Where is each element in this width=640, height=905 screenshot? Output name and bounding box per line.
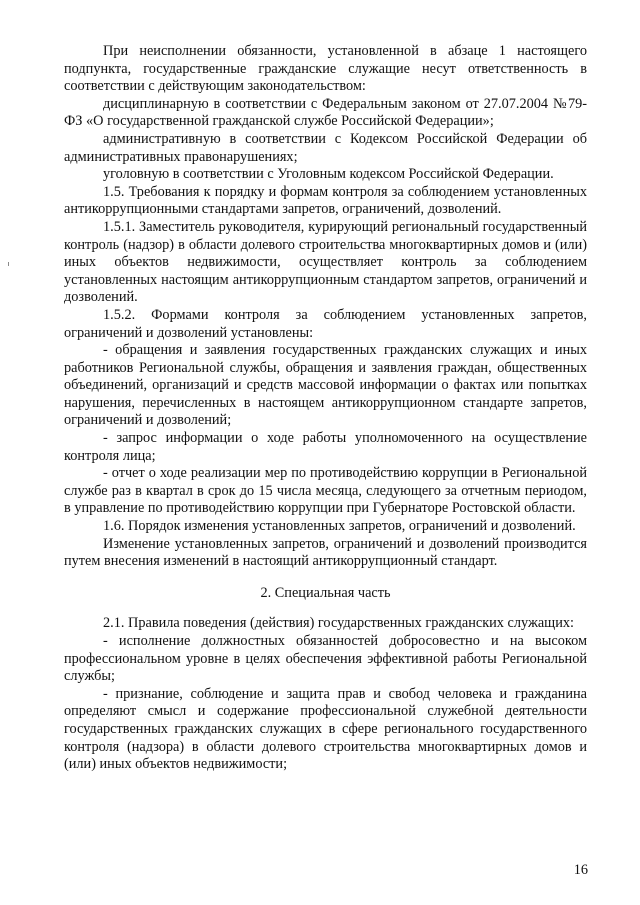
list-item-report: - отчет о ходе реализации мер по противодействию коррупции в Региональной службе раз в квартал в срок до 15 числа месяца, следующего за отчетным периодом, в управление по противодействию коррупции при Губернаторе Ростовской области. <box>64 465 587 517</box>
list-item-appeals: - обращения и заявления государственных гражданских служащих и иных работников Региональной службы, обращения и заявления граждан, общественных объединений, организаций и средств массовой информации о фактах или попытках нарушения, перечисленных в настоящем антикоррупционном стандарте запретов, ограничений и дозволений; <box>64 342 587 429</box>
paragraph-administrative: административную в соответствии с Кодексом Российской Федерации об административных правонарушениях; <box>64 130 587 165</box>
page-number: 16 <box>573 862 588 878</box>
paragraph-criminal: уголовную в соответствии с Уголовным кодексом Российской Федерации. <box>103 166 554 183</box>
list-item-duties: - исполнение должностных обязанностей добросовестно и на высоком профессиональном уровне в целях обеспечения эффективной работы Региональной службы; <box>64 633 587 685</box>
paragraph-1-5-2: 1.5.2. Формами контроля за соблюдением установленных запретов, ограничений и дозволений установлены: <box>64 306 587 341</box>
list-item-info-request: - запрос информации о ходе работы уполномоченного на осуществление контроля лица; <box>64 430 587 464</box>
list-item-rights: - признание, соблюдение и защита прав и свобод человека и гражданина определяют смысл и содержание профессиональной служебной деятельности государственных гражданских служащих в сфере регионального государственного контроля (надзора) в области долевого строительства многоквартирных домов и (или) иных объектов недвижимости; <box>64 685 587 773</box>
paragraph-1-5: 1.5. Требования к порядку и формам контроля за соблюдением установленных антикоррупционными стандартами запретов, ограничений, дозволений. <box>64 183 587 218</box>
section-heading: 2. Специальная часть <box>260 584 391 601</box>
page-body <box>64 43 587 774</box>
paragraph-1-6: 1.6. Порядок изменения установленных запретов, ограничений и дозволений. <box>103 518 576 535</box>
paragraph-2-1: 2.1. Правила поведения (действия) государственных гражданских служащих: <box>103 615 574 632</box>
scan-margin-mark <box>8 262 9 266</box>
paragraph-disciplinary: дисциплинарную в соответствии с Федеральным законом от 27.07.2004 №79-ФЗ «О государственной гражданской службе Российской Федерации»; <box>64 95 587 130</box>
paragraph-liability-intro: При неисполнении обязанности, установленной в абзаце 1 настоящего подпункта, государственные гражданские служащие несут ответственность в соответствии с действующим законодательством: <box>64 43 587 95</box>
paragraph-1-5-1: 1.5.1. Заместитель руководителя, курирующий региональный государственный контроль (надзор) в области долевого строительства многоквартирных домов и (или) иных объектов недвижимости, осуществляет контроль за соблюдением установленных настоящим антикоррупционным стандартом запретов, ограничений и дозволений. <box>64 218 587 306</box>
paragraph-changes: Изменение установленных запретов, ограничений и дозволений производится путем внесения изменений в настоящий антикоррупционный стандарт. <box>64 535 587 570</box>
